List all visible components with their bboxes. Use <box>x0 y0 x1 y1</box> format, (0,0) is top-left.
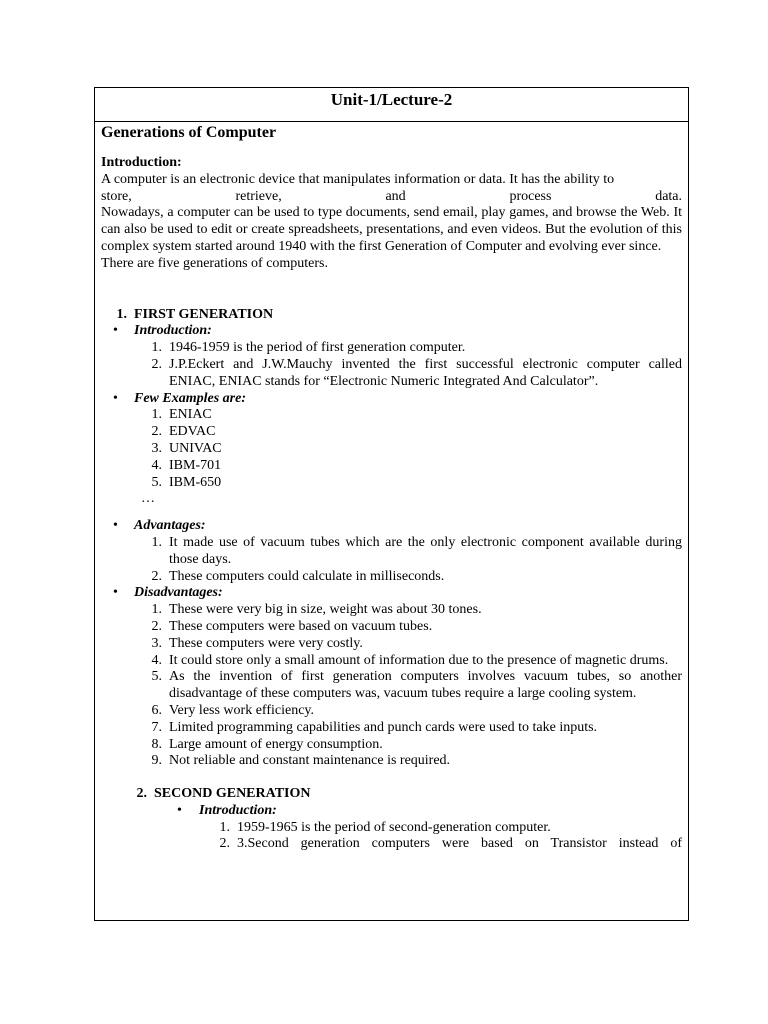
bullet-introduction: • Introduction: <box>101 323 682 340</box>
list-item: 4. It could store only a small amount of information due to the presence of magnetic drums. <box>151 652 669 668</box>
bullet-introduction-2: • Introduction: <box>101 803 682 820</box>
list-item: 1. 1946-1959 is the period of first generation computer. <box>151 340 466 356</box>
section-number: 2. <box>136 786 147 802</box>
section-number: 1. <box>116 306 127 322</box>
list-item: 3. UNIVAC <box>151 440 222 456</box>
list-item: 2. These computers were based on vacuum tubes. <box>151 618 433 634</box>
list-item: 5. As the invention of first generation computers involves vacuum tubes, so another disadvantage of these computers was, vacuum tubes require a large cooling system. <box>151 669 682 702</box>
section-title: FIRST GENERATION <box>134 306 274 322</box>
section-title: SECOND GENERATION <box>154 786 311 802</box>
list-item: 4. IBM-701 <box>151 457 222 473</box>
list-item: 1. These were very big in size, weight was about 30 tones. <box>151 602 482 618</box>
list-item: 2. EDVAC <box>151 424 216 440</box>
list-item: 1. ENIAC <box>151 407 212 423</box>
bullet-icon: • <box>113 390 118 406</box>
list-item: 2. J.P.Eckert and J.W.Mauchy invented the first successful electronic computer called ENIAC, ENIAC stands for “Electronic Numeric Integrated And Calculator”. <box>151 356 682 389</box>
examples-list <box>101 407 682 491</box>
intro-paragraph: Nowadays, a computer can be used to type documents, send email, play games, and browse the Web. It can also be used to edit or create spreadsheets, presentations, and even videos. But the evolution of this complex system started around 1940 with the first Generation of Computer and evolving ever since. <box>101 205 682 254</box>
list-item: 9. Not reliable and constant maintenance is required. <box>151 753 451 769</box>
examples-ellipsis: … <box>141 491 155 507</box>
advantages-list <box>101 535 682 585</box>
list-item: 7. Limited programming capabilities and punch cards were used to take inputs. <box>151 719 598 735</box>
list-item: 2. 3.Second generation computers were based on Transistor instead of <box>219 836 682 852</box>
intro-line-1: A computer is an electronic device that manipulates information or data. It has the ability to <box>101 171 615 187</box>
intro-list <box>101 340 682 390</box>
bullet-icon: • <box>113 518 118 534</box>
intro-list-2 <box>101 820 682 854</box>
list-item: 3. These computers were very costly. <box>151 635 363 651</box>
page-title: Unit-1/Lecture-2 <box>95 88 688 122</box>
bullet-icon: • <box>113 323 118 339</box>
list-item: 2. These computers could calculate in milliseconds. <box>151 568 445 584</box>
intro-line-2: store, retrieve, and process data. <box>101 188 683 204</box>
list-item: 8. Large amount of energy consumption. <box>151 736 383 752</box>
list-item: 5. IBM-650 <box>151 474 222 490</box>
list-item: 6. Very less work efficiency. <box>151 702 315 718</box>
document-frame <box>94 87 689 921</box>
intro-label: Introduction: <box>101 155 182 170</box>
section-second-generation <box>101 786 682 803</box>
list-item: 1. 1959-1965 is the period of second-generation computer. <box>219 819 551 835</box>
section-first-generation <box>101 307 682 324</box>
bullet-icon: • <box>177 802 182 818</box>
disadvantages-list <box>101 602 682 770</box>
document-heading: Generations of Computer <box>101 124 277 141</box>
bullet-examples: • Few Examples are: <box>101 391 682 408</box>
bullet-advantages: • Advantages: <box>101 518 682 535</box>
bullet-icon: • <box>113 585 118 601</box>
bullet-disadvantages: • Disadvantages: <box>101 585 682 602</box>
intro-closing: There are five generations of computers. <box>101 255 329 271</box>
document-body <box>95 123 688 853</box>
list-item: 1. It made use of vacuum tubes which are the only electronic component available during those days. <box>151 534 682 567</box>
